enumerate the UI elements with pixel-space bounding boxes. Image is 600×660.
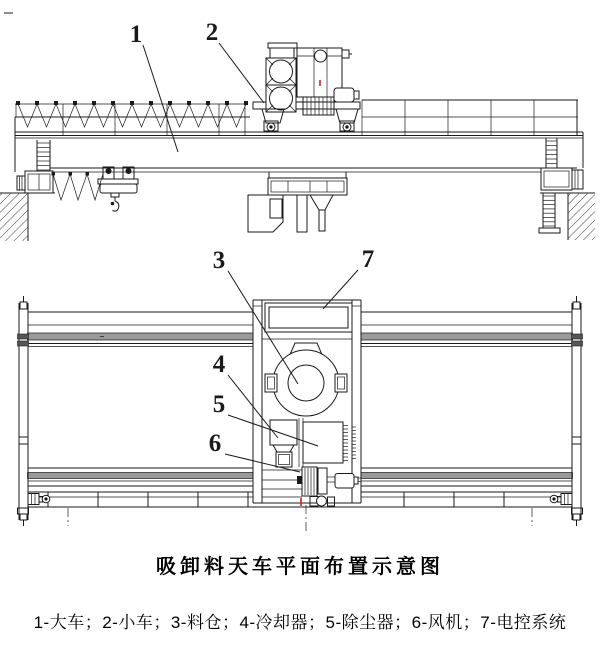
drawing-title: 吸卸料天车平面布置示意图 (156, 556, 444, 578)
dust-collector (303, 422, 356, 463)
top-rail (28, 333, 254, 340)
callout-5-number: 5 (212, 391, 226, 418)
right-end-structure (539, 138, 595, 240)
elevation-view (0, 13, 595, 241)
trolley-motor (334, 88, 359, 102)
fan-motor (335, 474, 354, 489)
callout-2 (206, 19, 264, 103)
festoon-hangers (16, 101, 248, 105)
trolley-unit (253, 43, 360, 131)
bottom-rail (28, 473, 254, 479)
plan-view (18, 296, 583, 533)
right-wall-hatch (568, 193, 595, 240)
trolley-wheels (264, 121, 354, 131)
callout-7-number: 7 (361, 246, 375, 273)
cooler (270, 418, 303, 467)
top-rail (361, 333, 573, 340)
callout-1-number: 1 (129, 21, 143, 48)
control-box (265, 303, 352, 332)
plan-left-end-truck (18, 296, 29, 526)
callout-3-number: 3 (212, 247, 226, 274)
bottom-rail (361, 473, 573, 479)
left-buffer (17, 176, 25, 190)
center-lines (68, 505, 532, 533)
right-buffer (572, 170, 583, 189)
left-end-structure (0, 140, 55, 241)
drawing-legend: 1-大车；2-小车；3-料仓；4-冷却器；5-除尘器；6-风机；7-电控系统 (33, 613, 567, 632)
callout-2-number: 2 (205, 19, 219, 46)
hoist-unit (52, 167, 139, 211)
hopper-column (297, 195, 307, 232)
dust-collector-fins (343, 426, 356, 461)
fan-unit (297, 467, 361, 506)
bottom-walkway (28, 492, 573, 507)
right-travel-drive (550, 494, 572, 505)
festoon-cable (15, 101, 248, 136)
fan-stack (266, 43, 297, 112)
material-silo (265, 343, 347, 416)
plan-right-end-truck (572, 296, 583, 526)
bridge-girder (15, 117, 583, 172)
hopper-funnel (310, 195, 333, 210)
callout-6-number: 6 (208, 430, 222, 457)
bottom-girder (28, 468, 573, 507)
suction-hopper-assembly (248, 172, 347, 232)
hopper-cabinet (248, 195, 283, 232)
walkway-railing (362, 100, 578, 136)
callout-4-number: 4 (212, 351, 226, 378)
left-wall-hatch (0, 193, 28, 241)
left-travel-drive (28, 494, 50, 505)
